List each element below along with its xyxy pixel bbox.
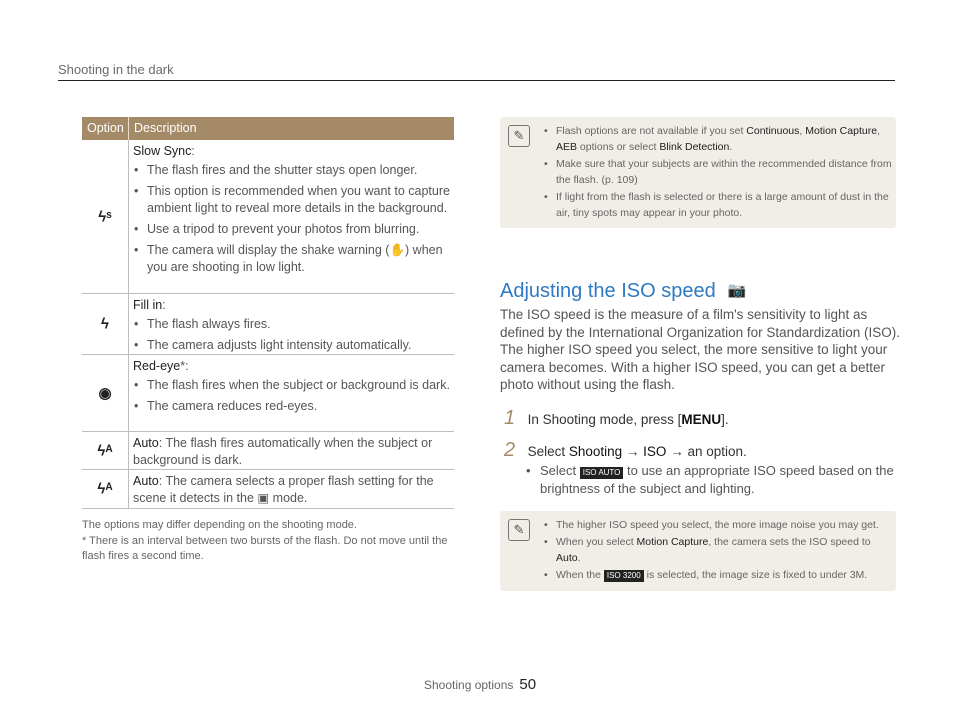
option-name: Auto — [133, 436, 159, 450]
description-cell — [133, 297, 451, 358]
list-item: • The flash fires and the shutter stays open longer. — [147, 162, 451, 179]
list-item: • The higher ISO speed you select, the more image noise you may get. — [556, 517, 896, 533]
flash-smart-auto-icon: ϟᴬ — [97, 480, 113, 498]
list-item: • This option is recommended when you want to capture ambient light to reveal more details in the background. — [147, 183, 451, 217]
bullet-list — [133, 377, 451, 415]
option-name: Slow Sync — [133, 144, 192, 158]
bullet-list — [133, 316, 451, 354]
step-number: 1 — [504, 407, 516, 429]
iso-auto-icon: ISO AUTO — [580, 467, 624, 479]
col-separator — [128, 117, 129, 140]
description-cell — [133, 473, 451, 507]
option-name: Red-eye — [133, 359, 181, 373]
list-item: • When you select Motion Capture, the camera sets the ISO speed to Auto. — [556, 534, 896, 566]
step-2-sublist — [524, 462, 900, 498]
list-item: • The camera will display the shake warning (✋) when you are shooting in low light. — [147, 242, 451, 276]
table-row-auto — [82, 432, 454, 470]
col-description: Description — [134, 121, 197, 135]
option-cell — [82, 470, 129, 508]
footnote-asterisk: * There is an interval between two bursts of the flash. Do not move until the flash fires a second time. — [82, 535, 448, 562]
step-2 — [504, 439, 747, 462]
table-row-fill-in — [82, 294, 454, 355]
footnote: The options may differ depending on the shooting mode. — [82, 519, 357, 531]
option-name-suffix: *: — [180, 359, 189, 373]
option-cell — [82, 355, 129, 431]
list-item: • The flash fires when the subject or background is dark. — [147, 377, 451, 394]
options-table-header — [82, 117, 454, 140]
step-text: In Shooting mode, press [MENU]. — [527, 412, 729, 427]
step-text: Select Shooting → ISO → an option. — [527, 444, 747, 459]
page-number: 50 — [519, 676, 537, 693]
section-label: Shooting in the dark — [58, 62, 174, 77]
intro-paragraph: The ISO speed is the measure of a film's sensitivity to light as defined by the International Organization for Standardization (ISO). The higher ISO speed you select, the more sensitive to light your camera becomes. With a higher ISO speed, you can get a better photo without using the flash. — [500, 307, 900, 392]
bullet-list — [133, 162, 451, 276]
table-row-slow-sync — [82, 140, 454, 294]
option-cell — [82, 432, 129, 469]
option-name: Auto — [133, 474, 159, 488]
note-icon: ✎ — [508, 125, 530, 147]
flash-fill-in-icon: ϟ — [101, 315, 109, 333]
list-item: • If light from the flash is selected or there is a large amount of dust in the air, tiny spots may appear in your photo. — [556, 189, 896, 221]
description-cell — [133, 143, 451, 280]
flash-auto-icon: ϟᴬ — [97, 442, 113, 459]
note-list — [542, 123, 896, 222]
list-item: • Select ISO AUTO to use an appropriate ISO speed based on the brightness of the subject and lighting. — [540, 462, 900, 498]
option-name: Fill in — [133, 298, 163, 312]
list-item: • When the ISO 3200 is selected, the image size is fixed to under 3M. — [556, 567, 896, 583]
note-list — [542, 517, 896, 584]
option-cell — [82, 140, 129, 293]
camera-mode-icon: 📷 — [727, 282, 747, 299]
option-name-suffix: : — [191, 144, 195, 158]
option-cell — [82, 294, 129, 354]
note-box — [500, 117, 896, 228]
list-item: • Flash options are not available if you set Continuous, Motion Capture, AEB options or select Blink Detection. — [556, 123, 896, 155]
list-item: • The camera adjusts light intensity automatically. — [147, 337, 451, 354]
header-rule — [58, 80, 895, 81]
page-footer: Shooting options 50 — [424, 676, 537, 693]
col-option: Option — [87, 121, 124, 135]
step-1 — [504, 407, 729, 430]
flash-slow-sync-icon: ϟˢ — [98, 208, 112, 225]
option-text: : The flash fires automatically when the subject or background is dark. — [133, 436, 433, 467]
list-item: • Use a tripod to prevent your photos from blurring. — [147, 221, 451, 238]
option-text: : The camera selects a proper flash setting for the scene it detects in the ▣ mode. — [133, 474, 434, 505]
description-cell — [133, 435, 451, 469]
menu-key: MENU — [681, 412, 722, 427]
table-row-smart-auto — [82, 470, 454, 509]
list-item: • The camera reduces red-eyes. — [147, 398, 451, 415]
iso-3200-icon: ISO 3200 — [604, 570, 644, 582]
section-heading: Adjusting the ISO speed 📷 — [500, 280, 747, 302]
note-box-iso — [500, 511, 896, 591]
description-cell — [133, 358, 451, 419]
option-name-suffix: : — [162, 298, 166, 312]
step-number: 2 — [504, 439, 516, 461]
list-item: • The flash always fires. — [147, 316, 451, 333]
red-eye-icon: ◉ — [98, 385, 112, 402]
list-item: • Make sure that your subjects are within the recommended distance from the flash. (p. 109) — [556, 156, 896, 188]
table-row-red-eye — [82, 355, 454, 432]
note-icon: ✎ — [508, 519, 530, 541]
